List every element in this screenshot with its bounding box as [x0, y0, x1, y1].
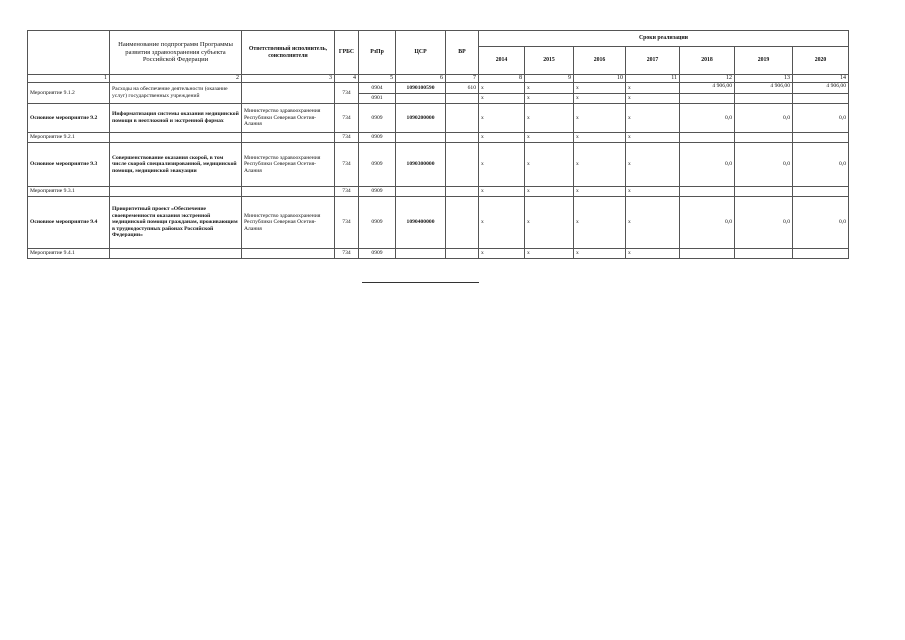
- separator-line: [362, 282, 479, 283]
- row-2015: x: [525, 196, 574, 248]
- row-2016: x: [574, 196, 626, 248]
- header-vr: ВР: [446, 31, 479, 75]
- row-2016: x: [574, 82, 626, 93]
- row-responsible: Министерство здравоохранения Республики Северная Осетия-Алания: [242, 196, 335, 248]
- row-rzpr: 0909: [359, 196, 396, 248]
- row-2014: x: [479, 186, 525, 196]
- row-2015: x: [525, 93, 574, 103]
- table-row: [28, 103, 849, 132]
- row-responsible: [242, 82, 335, 103]
- row-grbs: 734: [335, 248, 359, 258]
- row-2017: x: [626, 142, 680, 186]
- row-2017: x: [626, 103, 680, 132]
- row-code: Мероприятие 9.2.1: [28, 132, 110, 142]
- header-year: 2018: [680, 47, 735, 75]
- row-grbs: 734: [335, 82, 359, 103]
- row-2016: x: [574, 103, 626, 132]
- header-blank: [28, 31, 110, 75]
- table-row: [28, 248, 849, 258]
- header-year: 2015: [525, 47, 574, 75]
- row-description: Информатизация системы оказания медицинской помощи в неотложной и экстренной формах: [110, 103, 242, 132]
- row-responsible: [242, 132, 335, 142]
- row-2020: [793, 248, 849, 258]
- row-code: Мероприятие 9.3.1: [28, 186, 110, 196]
- row-2015: x: [525, 142, 574, 186]
- row-2020: 0,0: [793, 142, 849, 186]
- col-number: 13: [735, 75, 793, 83]
- row-rzpr: 0909: [359, 248, 396, 258]
- header-year: 2014: [479, 47, 525, 75]
- row-vr: [446, 103, 479, 132]
- header-rzpr: РзПр: [359, 31, 396, 75]
- row-grbs: 734: [335, 196, 359, 248]
- col-number: 10: [574, 75, 626, 83]
- row-2014: x: [479, 142, 525, 186]
- row-csr: 1090200000: [396, 103, 446, 132]
- row-csr: 1090400000: [396, 196, 446, 248]
- row-vr: [446, 132, 479, 142]
- row-rzpr: 0909: [359, 186, 396, 196]
- row-2017: x: [626, 248, 680, 258]
- row-2020: 0,0: [793, 103, 849, 132]
- col-number: 3: [242, 75, 335, 83]
- col-number: 11: [626, 75, 680, 83]
- col-number: 7: [446, 75, 479, 83]
- row-description: [110, 186, 242, 196]
- col-number: 5: [359, 75, 396, 83]
- row-2019: [735, 132, 793, 142]
- table-row: [28, 186, 849, 196]
- row-rzpr: 0909: [359, 142, 396, 186]
- row-description: Расходы на обеспечение деятельности (оказание услуг) государственных учреждений: [110, 82, 242, 103]
- row-2014: x: [479, 196, 525, 248]
- row-2018: [680, 132, 735, 142]
- row-2018: 0,0: [680, 103, 735, 132]
- row-2018: 4 906,00: [680, 82, 735, 93]
- row-2015: x: [525, 248, 574, 258]
- row-vr: [446, 248, 479, 258]
- column-numbers-row: [28, 75, 849, 83]
- row-2020: [793, 132, 849, 142]
- row-2014: x: [479, 103, 525, 132]
- row-2016: x: [574, 186, 626, 196]
- header-year: 2019: [735, 47, 793, 75]
- row-2019: [735, 248, 793, 258]
- col-number: 8: [479, 75, 525, 83]
- table-row: [28, 132, 849, 142]
- row-grbs: 734: [335, 132, 359, 142]
- row-2019: 4 906,00: [735, 82, 793, 93]
- row-responsible: Министерство здравоохранения Республики Северная Осетия-Алания: [242, 142, 335, 186]
- row-code: Мероприятие 9.1.2: [28, 82, 110, 103]
- table-row: [28, 196, 849, 248]
- header-csr: ЦСР: [396, 31, 446, 75]
- header-grbs: ГРБС: [335, 31, 359, 75]
- row-code: Основное мероприятие 9.2: [28, 103, 110, 132]
- row-2015: x: [525, 132, 574, 142]
- header-terms: Сроки реализации: [479, 31, 849, 47]
- table-row: [28, 82, 849, 93]
- row-csr: [396, 248, 446, 258]
- header-year: 2016: [574, 47, 626, 75]
- row-csr: 1090300000: [396, 142, 446, 186]
- row-2020: 4 906,00: [793, 82, 849, 93]
- row-2018: 0,0: [680, 196, 735, 248]
- row-responsible: [242, 248, 335, 258]
- row-2016: x: [574, 93, 626, 103]
- col-number: 4: [335, 75, 359, 83]
- row-vr: [446, 186, 479, 196]
- row-2016: x: [574, 248, 626, 258]
- row-code: Основное мероприятие 9.4: [28, 196, 110, 248]
- table-row: [28, 142, 849, 186]
- row-description: [110, 132, 242, 142]
- row-csr: 1090100590: [396, 82, 446, 93]
- row-2014: x: [479, 248, 525, 258]
- row-vr: [446, 93, 479, 103]
- header-year: 2020: [793, 47, 849, 75]
- header-year: 2017: [626, 47, 680, 75]
- col-number: 1: [28, 75, 110, 83]
- row-csr: [396, 132, 446, 142]
- row-rzpr: 0909: [359, 103, 396, 132]
- header-name: Наименование подпрограмм Программы развития здравоохранения субъекта Российской Федерации: [110, 31, 242, 75]
- col-number: 9: [525, 75, 574, 83]
- row-rzpr: 0909: [359, 132, 396, 142]
- row-csr: [396, 186, 446, 196]
- row-2020: [793, 93, 849, 103]
- row-2014: x: [479, 82, 525, 93]
- row-2019: 0,0: [735, 142, 793, 186]
- row-rzpr: 0904: [359, 82, 396, 93]
- row-2019: 0,0: [735, 196, 793, 248]
- row-2018: [680, 248, 735, 258]
- row-code: Мероприятие 9.4.1: [28, 248, 110, 258]
- row-grbs: 734: [335, 103, 359, 132]
- row-2018: [680, 186, 735, 196]
- row-grbs: 734: [335, 142, 359, 186]
- row-2017: x: [626, 132, 680, 142]
- row-description: Совершенствование оказания скорой, в том числе скорой специализированной, медицинской помощи, медицинской эвакуации: [110, 142, 242, 186]
- row-2017: x: [626, 93, 680, 103]
- row-2016: x: [574, 132, 626, 142]
- col-number: 14: [793, 75, 849, 83]
- program-table: [27, 30, 849, 259]
- row-rzpr: 0901: [359, 93, 396, 103]
- row-csr: [396, 93, 446, 103]
- row-2019: 0,0: [735, 103, 793, 132]
- row-vr: [446, 196, 479, 248]
- row-2020: 0,0: [793, 196, 849, 248]
- header-responsible: Ответственный исполнитель, соисполнители: [242, 31, 335, 75]
- row-grbs: 734: [335, 186, 359, 196]
- row-2019: [735, 93, 793, 103]
- row-2017: x: [626, 82, 680, 93]
- row-description: [110, 248, 242, 258]
- row-2019: [735, 186, 793, 196]
- row-2016: x: [574, 142, 626, 186]
- row-2018: [680, 93, 735, 103]
- row-vr: [446, 142, 479, 186]
- col-number: 12: [680, 75, 735, 83]
- row-2018: 0,0: [680, 142, 735, 186]
- row-2014: x: [479, 93, 525, 103]
- row-2015: x: [525, 82, 574, 93]
- row-vr: 610: [446, 82, 479, 93]
- row-2020: [793, 186, 849, 196]
- row-2017: x: [626, 196, 680, 248]
- row-description: Приоритетный проект «Обеспечение своевременности оказания экстренной медицинской помощи гражданам, проживающим в труднодоступных районах Российской Федерации»: [110, 196, 242, 248]
- row-2015: x: [525, 103, 574, 132]
- col-number: 6: [396, 75, 446, 83]
- row-2014: x: [479, 132, 525, 142]
- col-number: 2: [110, 75, 242, 83]
- row-responsible: Министерство здравоохранения Республики Северная Осетия-Алания: [242, 103, 335, 132]
- row-responsible: [242, 186, 335, 196]
- row-2015: x: [525, 186, 574, 196]
- row-code: Основное мероприятие 9.3: [28, 142, 110, 186]
- row-2017: x: [626, 186, 680, 196]
